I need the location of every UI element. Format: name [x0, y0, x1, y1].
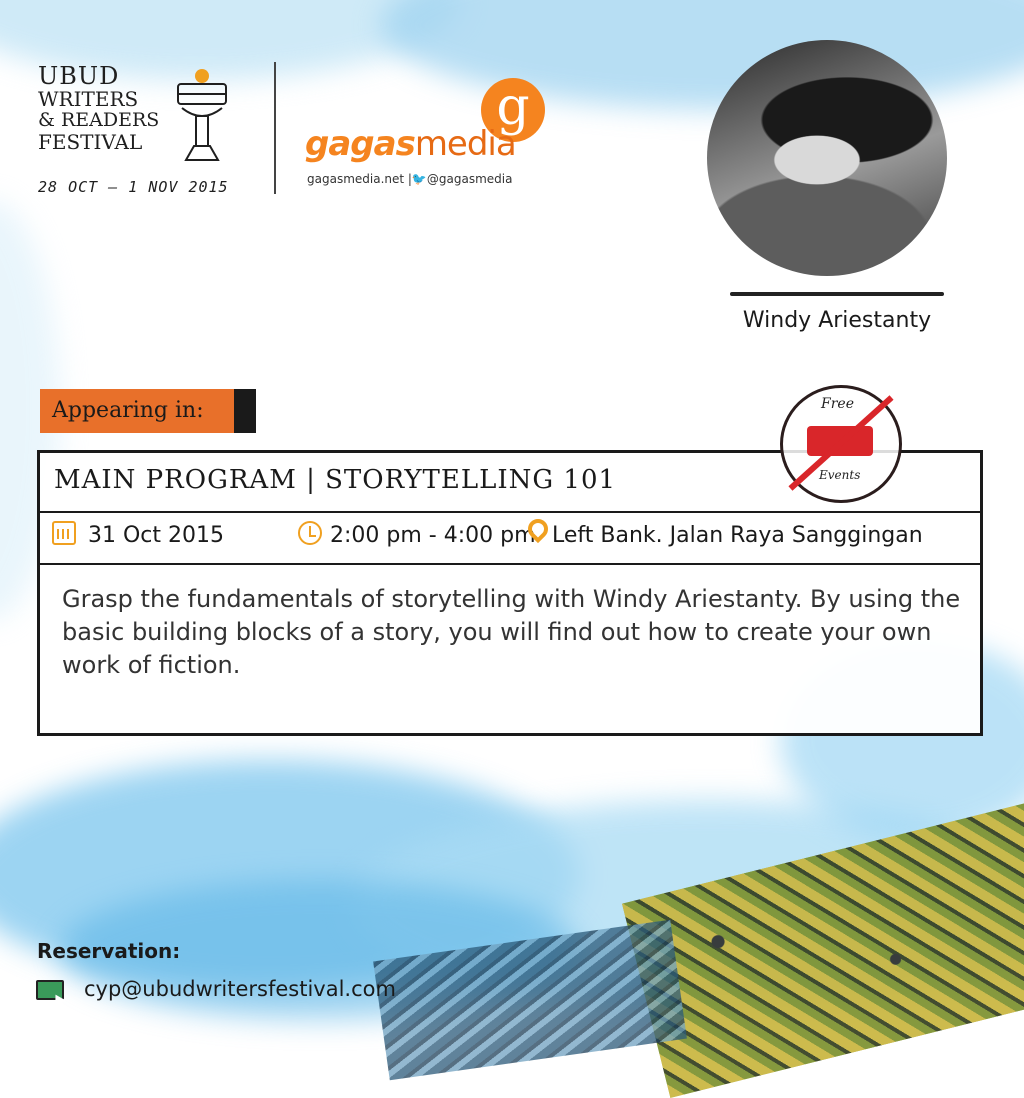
festival-logo: [38, 62, 229, 196]
speaker-rule: [730, 292, 944, 296]
event-title: MAIN PROGRAM | STORYTELLING 101: [54, 465, 617, 495]
event-venue: Left Bank. Jalan Raya Sanggingan: [552, 523, 923, 548]
festival-name-line3: & READERS: [38, 109, 160, 131]
festival-name-line1: UBUD: [38, 62, 120, 90]
free-events-badge: [780, 385, 902, 503]
appearing-label-box: [40, 389, 256, 433]
event-meta-row: [40, 511, 980, 565]
sponsor-brand-part1: gagas: [305, 124, 415, 164]
event-date: 31 Oct 2015: [88, 523, 225, 548]
sponsor-brand-part2: media: [414, 124, 516, 164]
festival-name-line2: WRITERS: [38, 87, 139, 111]
event-time: 2:00 pm - 4:00 pm: [330, 523, 536, 548]
badge-free-text: Free: [821, 396, 854, 412]
appearing-label: Appearing in:: [40, 389, 234, 433]
sponsor-social: gagasmedia.net |🐦@gagasmedia: [307, 172, 513, 186]
calendar-icon: [52, 521, 76, 545]
reservation-email-link[interactable]: cyp@ubudwritersfestival.com: [84, 977, 396, 1001]
clock-icon: [298, 521, 322, 545]
sponsor-logo-mark: g: [481, 78, 545, 142]
badge-events-text: Events: [819, 468, 861, 482]
offering-urn-icon: [172, 68, 232, 164]
speaker-name: Windy Ariestanty: [742, 308, 932, 333]
event-description: Grasp the fundamentals of storytelling with Windy Ariestanty. By using the basic building blocks of a story, you will find out how to create your own work of fiction.: [62, 585, 961, 679]
festival-dates: 28 OCT — 1 NOV 2015: [38, 178, 229, 196]
speaker-photo: [707, 40, 947, 276]
reservation-label: Reservation:: [37, 939, 181, 963]
ticket-icon: [36, 980, 64, 1000]
logo-divider: [274, 62, 276, 194]
festival-name-line4: FESTIVAL: [38, 130, 143, 154]
sponsor-brand: [305, 124, 516, 164]
